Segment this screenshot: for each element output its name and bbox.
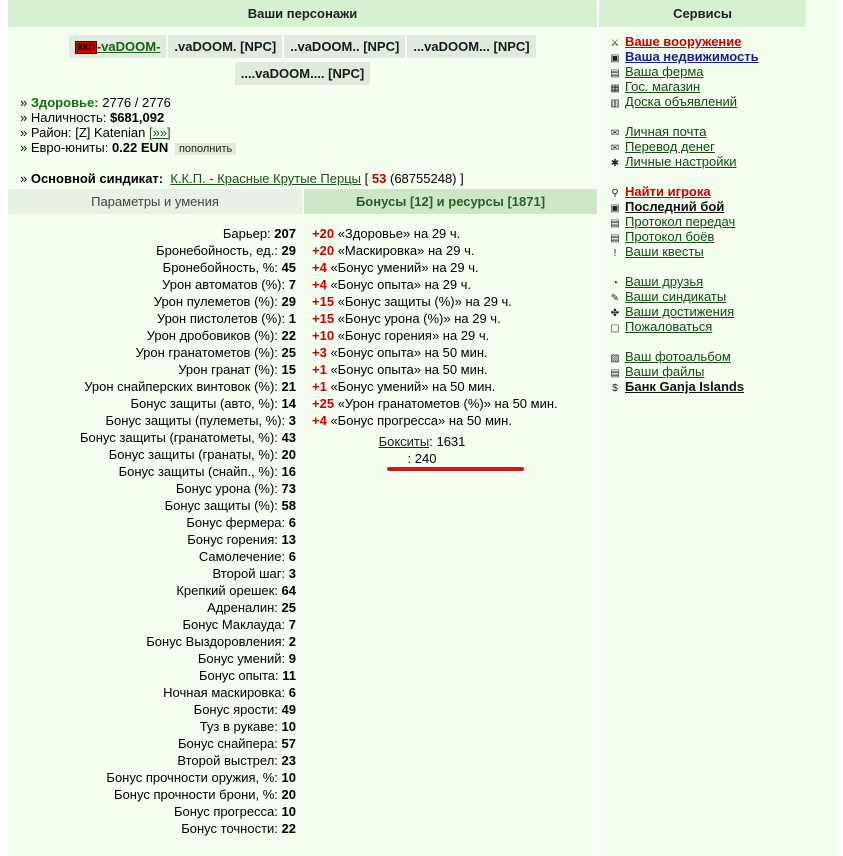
service-link[interactable]: Ваша ферма [625, 64, 704, 79]
tab-params[interactable]: Параметры и умения [8, 189, 302, 214]
param-value: 10 [281, 770, 296, 785]
param-label: Бонус защиты (гранатометы, %): [79, 430, 278, 445]
service-link[interactable]: Ваши квесты [625, 244, 704, 259]
service-item[interactable] [609, 49, 806, 64]
param-row [8, 463, 296, 480]
mail-icon: ✉ [610, 128, 620, 139]
resource-value: 240 [411, 451, 437, 466]
param-value: 73 [281, 481, 296, 496]
params-list [8, 225, 296, 837]
service-link[interactable]: Личные настройки [625, 154, 737, 169]
services-panel [599, 0, 806, 856]
param-value: 45 [281, 260, 296, 275]
param-row [8, 225, 296, 242]
param-row [8, 480, 296, 497]
service-item[interactable] [609, 79, 806, 94]
service-link[interactable]: Протокол боёв [625, 229, 715, 244]
param-label: Бонус горения: [187, 532, 278, 547]
bonus-text: «Бонус умений» на 29 ч. [330, 260, 479, 275]
bonus-text: «Бонус защиты (%)» на 29 ч. [337, 294, 512, 309]
bonus-amount: +1 [312, 379, 327, 394]
param-value: 20 [281, 447, 296, 462]
param-value: 21 [281, 379, 296, 394]
param-label: Бонус точности: [181, 821, 278, 836]
service-link[interactable]: Ваши достижения [625, 304, 735, 319]
param-value: 49 [281, 702, 296, 717]
param-label: Урон гранатометов (%): [135, 345, 278, 360]
param-label: Бонус фермера: [186, 515, 286, 530]
param-value: 58 [281, 498, 296, 513]
service-item[interactable] [609, 364, 806, 379]
character-list [8, 27, 597, 89]
character-tab[interactable] [284, 35, 405, 58]
param-label: Бронебойность, ед.: [156, 243, 278, 258]
service-item[interactable] [609, 229, 806, 244]
services-spacer [609, 109, 806, 124]
service-item[interactable] [609, 154, 806, 169]
red-underline-mark [387, 467, 524, 471]
param-row [8, 701, 296, 718]
bonus-amount: +3 [312, 345, 327, 360]
achievements-icon: ✤ [610, 308, 620, 319]
service-item[interactable] [609, 64, 806, 79]
resource-link[interactable]: Бокситы [378, 434, 430, 449]
param-row [8, 718, 296, 735]
character-name[interactable]: .vaDOOM. [NPC] [174, 39, 277, 54]
tabs [8, 189, 597, 214]
param-value: 43 [281, 430, 296, 445]
service-link[interactable]: Перевод денег [625, 139, 715, 154]
param-row [8, 565, 296, 582]
param-label: Бонус защиты (авто, %): [130, 396, 278, 411]
param-label: Бонус защиты (%): [164, 498, 278, 513]
bonus-amount: +1 [312, 362, 327, 377]
service-item[interactable] [609, 124, 806, 139]
param-label: Урон пистолетов (%): [156, 311, 286, 326]
last-fight-icon: ▣ [610, 203, 620, 214]
param-value: 20 [281, 787, 296, 802]
service-item[interactable] [609, 244, 806, 259]
bonus-amount: +4 [312, 277, 327, 292]
param-label: Бонус прогресса: [173, 804, 278, 819]
resource-sep: : [407, 451, 412, 466]
bank-icon: $ [612, 383, 618, 394]
tab-bonuses[interactable]: Бонусы [12] и ресурсы [1871] [304, 189, 597, 214]
param-value: 22 [281, 328, 296, 343]
syndicate-level: 53 [371, 171, 387, 186]
param-label: Урон пулеметов (%): [153, 294, 278, 309]
param-value: 29 [281, 243, 296, 258]
service-link[interactable]: Последний бой [625, 199, 725, 214]
syndicate-line: » Основной синдикат: К.К.П. - Красные Крутые Перцы [ 53 (68755248) ] [20, 171, 464, 186]
param-label: Второй выстрел: [177, 753, 278, 768]
param-row [8, 582, 296, 599]
bonus-row [312, 412, 597, 429]
resource-value: 1631 [432, 434, 466, 449]
param-row [8, 514, 296, 531]
param-row [8, 412, 296, 429]
param-label: Самолечение: [198, 549, 286, 564]
param-label: Бонус Выздоровления: [146, 634, 286, 649]
replenish-button[interactable]: пополнить [175, 143, 236, 155]
param-row [8, 395, 296, 412]
services-spacer [609, 259, 806, 274]
param-value: 7 [288, 277, 296, 292]
param-row [8, 616, 296, 633]
bonuses-list [312, 225, 597, 429]
characters-panel [8, 0, 597, 856]
param-value: 9 [288, 651, 296, 666]
district-label: Район: [30, 125, 72, 140]
complaint-icon: ▢ [610, 323, 620, 334]
service-item[interactable] [609, 199, 806, 214]
service-item[interactable] [609, 379, 806, 394]
param-row [8, 259, 296, 276]
bonus-amount: +15 [312, 294, 335, 309]
param-row [8, 531, 296, 548]
service-link[interactable]: Пожаловаться [625, 319, 713, 334]
district-link[interactable]: [»»] [148, 125, 171, 140]
param-value: 22 [281, 821, 296, 836]
character-tab[interactable] [69, 35, 166, 58]
character-tab[interactable] [168, 35, 282, 58]
param-label: Бонус опыта: [198, 668, 279, 683]
param-label: Бонус ярости: [193, 702, 278, 717]
param-label: Бонус умений: [197, 651, 286, 666]
service-link[interactable]: Личная почта [625, 124, 707, 139]
bonus-text: «Маскировка» на 29 ч. [337, 243, 475, 258]
param-row [8, 242, 296, 259]
search-player-icon: ⚲ [611, 188, 619, 199]
param-value: 3 [288, 566, 296, 581]
service-link[interactable]: Ваша недвижимость [625, 49, 759, 64]
character-name[interactable]: ....vaDOOM.... [NPC] [240, 66, 365, 81]
bonus-text: «Урон гранатометов (%)» на 50 мин. [337, 396, 558, 411]
bonus-text: «Бонус прогресса» на 50 мин. [330, 413, 512, 428]
param-row [8, 803, 296, 820]
service-link[interactable]: Банк Ganja Islands [625, 379, 745, 394]
bonus-amount: +20 [312, 243, 335, 258]
bonus-amount: +10 [312, 328, 335, 343]
services-list [599, 34, 806, 394]
param-row [8, 446, 296, 463]
param-row [8, 276, 296, 293]
character-tab[interactable] [235, 62, 371, 85]
param-value: 6 [288, 515, 296, 530]
services-spacer [609, 334, 806, 349]
service-item[interactable] [609, 94, 806, 109]
param-label: Барьер: [222, 226, 271, 241]
bonus-text: «Бонус опыта» на 50 мин. [330, 362, 488, 377]
param-label: Урон автоматов (%): [162, 277, 286, 292]
param-value: 14 [281, 396, 296, 411]
service-item[interactable] [609, 349, 806, 364]
district-value: [Z] Katenian [75, 125, 146, 140]
character-tab[interactable] [407, 35, 535, 58]
param-label: Урон гранат (%): [178, 362, 278, 377]
bonus-amount: +20 [312, 226, 335, 241]
sword-icon: ⚔ [610, 38, 620, 49]
param-row [8, 633, 296, 650]
param-row [8, 650, 296, 667]
param-value: 10 [281, 804, 296, 819]
param-label: Туз в рукаве: [199, 719, 278, 734]
board-icon: ▥ [610, 98, 620, 109]
service-link[interactable]: Ваши синдикаты [625, 289, 727, 304]
resource-row [312, 450, 532, 467]
param-value: 3 [288, 413, 296, 428]
service-link[interactable]: Ваши файлы [625, 364, 705, 379]
param-row [8, 429, 296, 446]
syndicate-flag-icon: ККП [77, 42, 95, 52]
param-row [8, 378, 296, 395]
param-row [8, 786, 296, 803]
param-row [8, 684, 296, 701]
param-value: 11 [282, 668, 296, 683]
param-value: 1 [288, 311, 296, 326]
money-transfer-icon: ✉ [610, 143, 620, 154]
service-item[interactable] [609, 34, 806, 49]
param-value: 6 [288, 685, 296, 700]
param-row [8, 548, 296, 565]
service-item[interactable] [609, 289, 806, 304]
bonus-row [312, 276, 597, 293]
param-value: 57 [281, 736, 296, 751]
quests-icon: ! [613, 248, 617, 259]
photo-album-icon: ▨ [610, 353, 620, 364]
service-item[interactable] [609, 214, 806, 229]
param-value: 6 [288, 549, 296, 564]
param-label: Крепкий орешек: [176, 583, 278, 598]
bonus-row [312, 242, 597, 259]
service-link[interactable]: Ваш фотоальбом [625, 349, 731, 364]
friends-icon: ◔ [611, 278, 619, 289]
service-item[interactable] [609, 184, 806, 199]
euro-label: Евро-юниты: [30, 140, 109, 155]
param-label: Урон снайперских винтовок (%): [84, 379, 278, 394]
service-link[interactable]: Доска объявлений [625, 94, 738, 109]
bonus-text: «Бонус опыта» на 50 мин. [330, 345, 488, 360]
bonus-row [312, 361, 597, 378]
bonus-row [312, 378, 597, 395]
bonus-text: «Бонус горения» на 29 ч. [337, 328, 490, 343]
syndicates-icon: ✎ [610, 293, 620, 304]
bonus-amount: +25 [312, 396, 335, 411]
param-row [8, 752, 296, 769]
param-label: Урон дробовиков (%): [146, 328, 278, 343]
shop-icon: ▦ [610, 83, 620, 94]
bonus-text: «Здоровье» на 29 ч. [337, 226, 461, 241]
building-icon: ▣ [610, 53, 620, 64]
param-value: 10 [281, 719, 296, 734]
service-link[interactable]: Ваше вооружение [625, 34, 742, 49]
syndicate-label: Основной синдикат: [30, 171, 164, 186]
param-row [8, 667, 296, 684]
resource-sep: : [429, 434, 433, 449]
service-item[interactable] [609, 139, 806, 154]
param-value: 23 [281, 753, 296, 768]
service-link[interactable]: Протокол передач [625, 214, 736, 229]
character-info: » Здоровье: 2776 / 2776 » Наличность: $681,092 » Район: [Z] Katenian [»»] » Евро-юниты: 0.22 EUN пополнить [8, 95, 597, 157]
bonus-text: «Бонус опыта» на 29 ч. [330, 277, 472, 292]
param-row [8, 769, 296, 786]
cash-label: Наличность: [30, 110, 107, 125]
bonus-text: «Бонус умений» на 50 мин. [330, 379, 496, 394]
syndicate-link[interactable]: К.К.П. - Красные Крутые Перцы [170, 171, 362, 186]
services-spacer [609, 169, 806, 184]
param-label: Бонус прочности оружия, %: [106, 770, 278, 785]
resource-row [312, 433, 532, 450]
bonus-row [312, 395, 597, 412]
param-row [8, 820, 296, 837]
param-row [8, 361, 296, 378]
param-label: Бонус Маклауда: [182, 617, 286, 632]
bonus-row [312, 310, 597, 327]
param-label: Бронебойность, %: [162, 260, 278, 275]
param-row [8, 327, 296, 344]
characters-header: Ваши персонажи [8, 0, 597, 27]
param-value: 25 [281, 600, 296, 615]
bonus-row [312, 344, 597, 361]
settings-icon: ✱ [610, 158, 620, 169]
syndicate-bracket: [ [364, 171, 369, 186]
health-label: Здоровье: [30, 95, 99, 110]
param-value: 7 [288, 617, 296, 632]
param-value: 207 [274, 226, 296, 241]
cash-value: $681,092 [109, 110, 165, 125]
param-value: 15 [281, 362, 296, 377]
param-label: Бонус защиты (гранаты, %): [108, 447, 278, 462]
param-value: 13 [281, 532, 296, 547]
health-value: 2776 / 2776 [102, 95, 171, 110]
param-value: 64 [281, 583, 296, 598]
resources-list [312, 433, 532, 467]
service-item[interactable] [609, 274, 806, 289]
service-item[interactable] [609, 319, 806, 334]
param-value: 25 [281, 345, 296, 360]
character-name[interactable]: ..vaDOOM.. [NPC] [290, 39, 400, 54]
bonus-text: «Бонус урона (%)» на 29 ч. [337, 311, 501, 326]
param-row [8, 293, 296, 310]
param-label: Адреналин: [207, 600, 278, 615]
param-label: Бонус урона (%): [175, 481, 278, 496]
param-value: 29 [281, 294, 296, 309]
services-header: Сервисы [599, 0, 806, 27]
param-row [8, 344, 296, 361]
param-row [8, 310, 296, 327]
param-value: 2 [288, 634, 296, 649]
fights-log-icon: ▤ [610, 233, 620, 244]
param-label: Второй шаг: [212, 566, 286, 581]
bonus-amount: +4 [312, 413, 327, 428]
transfers-log-icon: ▤ [610, 218, 620, 229]
param-label: Бонус защиты (снайп., %): [118, 464, 278, 479]
files-icon: ▤ [610, 368, 620, 379]
service-link[interactable]: Гос. магазин [625, 79, 701, 94]
bonus-row [312, 293, 597, 310]
param-row [8, 599, 296, 616]
bonus-row [312, 259, 597, 276]
bonus-amount: +15 [312, 311, 335, 326]
service-link[interactable]: Ваши друзья [625, 274, 704, 289]
param-label: Бонус прочности брони, %: [114, 787, 278, 802]
character-name[interactable]: ...vaDOOM... [NPC] [413, 39, 530, 54]
param-row [8, 735, 296, 752]
param-label: Бонус снайпера: [177, 736, 278, 751]
farm-icon: ▤ [610, 68, 620, 79]
service-item[interactable] [609, 304, 806, 319]
service-link[interactable]: Найти игрока [625, 184, 711, 199]
bonus-row [312, 225, 597, 242]
param-label: Ночная маскировка: [163, 685, 286, 700]
bonus-amount: +4 [312, 260, 327, 275]
param-value: 16 [281, 464, 296, 479]
euro-value: 0.22 EUN [111, 140, 169, 155]
character-name[interactable]: -vaDOOM- [96, 39, 161, 54]
bonus-row [312, 327, 597, 344]
syndicate-id: (68755248) ] [390, 171, 464, 186]
param-row [8, 497, 296, 514]
param-label: Бонус защиты (пулеметы, %): [105, 413, 286, 428]
